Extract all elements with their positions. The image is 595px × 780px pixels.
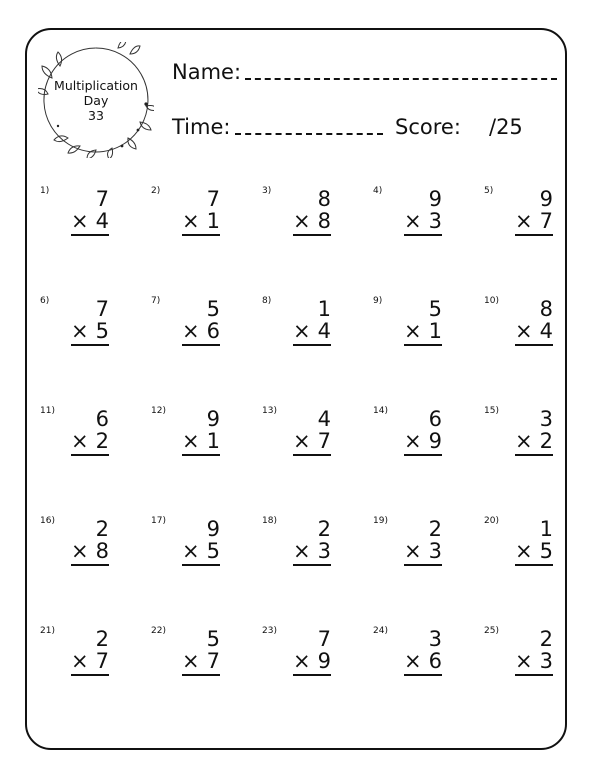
problem-10 xyxy=(484,296,553,376)
time-field-line[interactable] xyxy=(235,133,383,135)
multiplicand: 9 xyxy=(206,407,220,431)
multiplicand: 4 xyxy=(317,407,331,431)
multiplicand: 5 xyxy=(206,297,220,321)
problem-25 xyxy=(484,626,553,706)
multiplier: 4 xyxy=(539,319,553,343)
multiplicand: 5 xyxy=(206,627,220,651)
problem-number: 24) xyxy=(373,626,388,636)
multiplicand: 7 xyxy=(206,187,220,211)
times-sign: × xyxy=(182,319,200,343)
multiplier-row xyxy=(182,429,220,456)
multiplier: 1 xyxy=(428,319,442,343)
name-field-line[interactable] xyxy=(245,78,557,80)
times-sign: × xyxy=(293,649,311,673)
times-sign: × xyxy=(404,429,422,453)
times-sign: × xyxy=(515,319,533,343)
multiplicand: 9 xyxy=(539,187,553,211)
multiplier: 5 xyxy=(539,539,553,563)
problem-6 xyxy=(40,296,109,376)
title-badge xyxy=(38,42,154,158)
times-sign: × xyxy=(182,649,200,673)
problem-number: 1) xyxy=(40,186,50,196)
times-sign: × xyxy=(71,209,89,233)
problem-number: 11) xyxy=(40,406,55,416)
multiplier-row xyxy=(71,319,109,346)
problem-number: 3) xyxy=(262,186,272,196)
problem-14 xyxy=(373,406,442,486)
times-sign: × xyxy=(404,649,422,673)
multiplicand: 6 xyxy=(428,407,442,431)
problem-number: 8) xyxy=(262,296,272,306)
problem-number: 18) xyxy=(262,516,277,526)
multiplicand: 3 xyxy=(428,627,442,651)
multiplicand: 3 xyxy=(539,407,553,431)
multiplier: 5 xyxy=(95,319,109,343)
problem-number: 14) xyxy=(373,406,388,416)
multiplier: 3 xyxy=(539,649,553,673)
time-label: Time: xyxy=(172,115,231,139)
multiplier: 3 xyxy=(428,539,442,563)
multiplier-row xyxy=(404,429,442,456)
multiplier-row xyxy=(515,209,553,236)
multiplicand: 2 xyxy=(95,627,109,651)
problem-16 xyxy=(40,516,109,596)
times-sign: × xyxy=(293,319,311,343)
problem-number: 20) xyxy=(484,516,499,526)
multiplier: 4 xyxy=(317,319,331,343)
problem-12 xyxy=(151,406,220,486)
score-label: Score: xyxy=(395,115,461,139)
multiplicand: 2 xyxy=(95,517,109,541)
badge-line-2: Day xyxy=(83,93,109,108)
multiplier-row xyxy=(293,209,331,236)
problem-number: 9) xyxy=(373,296,383,306)
multiplicand: 1 xyxy=(317,297,331,321)
multiplier-row xyxy=(71,539,109,566)
times-sign: × xyxy=(404,319,422,343)
multiplier: 6 xyxy=(206,319,220,343)
multiplier-row xyxy=(182,209,220,236)
problem-7 xyxy=(151,296,220,376)
problem-24 xyxy=(373,626,442,706)
multiplier-row xyxy=(515,429,553,456)
multiplier-row xyxy=(71,209,109,236)
times-sign: × xyxy=(404,209,422,233)
problem-4 xyxy=(373,186,442,266)
times-sign: × xyxy=(182,539,200,563)
name-label: Name: xyxy=(172,60,242,84)
problem-2 xyxy=(151,186,220,266)
times-sign: × xyxy=(515,539,533,563)
problem-number: 13) xyxy=(262,406,277,416)
multiplier: 8 xyxy=(317,209,331,233)
problem-18 xyxy=(262,516,331,596)
badge-line-3: 33 xyxy=(88,108,104,123)
times-sign: × xyxy=(71,319,89,343)
times-sign: × xyxy=(182,429,200,453)
times-sign: × xyxy=(515,649,533,673)
problem-19 xyxy=(373,516,442,596)
times-sign: × xyxy=(515,429,533,453)
problem-number: 21) xyxy=(40,626,55,636)
times-sign: × xyxy=(293,209,311,233)
multiplicand: 5 xyxy=(428,297,442,321)
multiplier-row xyxy=(404,319,442,346)
multiplier: 3 xyxy=(317,539,331,563)
multiplier-row xyxy=(182,649,220,676)
problem-number: 15) xyxy=(484,406,499,416)
multiplier: 7 xyxy=(539,209,553,233)
multiplier: 2 xyxy=(539,429,553,453)
problem-21 xyxy=(40,626,109,706)
multiplier: 8 xyxy=(95,539,109,563)
problem-number: 7) xyxy=(151,296,161,306)
multiplier-row xyxy=(515,319,553,346)
multiplicand: 2 xyxy=(428,517,442,541)
multiplier-row xyxy=(182,539,220,566)
problem-20 xyxy=(484,516,553,596)
multiplier-row xyxy=(515,539,553,566)
multiplier: 3 xyxy=(428,209,442,233)
problem-number: 23) xyxy=(262,626,277,636)
problem-9 xyxy=(373,296,442,376)
multiplier-row xyxy=(293,429,331,456)
score-total: /25 xyxy=(489,115,523,139)
multiplicand: 7 xyxy=(95,297,109,321)
multiplicand: 8 xyxy=(317,187,331,211)
problem-number: 22) xyxy=(151,626,166,636)
times-sign: × xyxy=(71,649,89,673)
multiplicand: 7 xyxy=(95,187,109,211)
multiplicand: 6 xyxy=(95,407,109,431)
multiplier-row xyxy=(293,319,331,346)
multiplier: 1 xyxy=(206,209,220,233)
multiplier: 6 xyxy=(428,649,442,673)
multiplicand: 2 xyxy=(317,517,331,541)
problem-number: 2) xyxy=(151,186,161,196)
multiplier-row xyxy=(71,429,109,456)
problem-5 xyxy=(484,186,553,266)
problem-number: 10) xyxy=(484,296,499,306)
multiplier-row xyxy=(404,209,442,236)
problem-1 xyxy=(40,186,109,266)
multiplier-row xyxy=(293,649,331,676)
multiplier: 5 xyxy=(206,539,220,563)
problem-number: 5) xyxy=(484,186,494,196)
multiplier-row xyxy=(515,649,553,676)
times-sign: × xyxy=(71,429,89,453)
problem-number: 17) xyxy=(151,516,166,526)
problem-15 xyxy=(484,406,553,486)
problem-number: 6) xyxy=(40,296,50,306)
times-sign: × xyxy=(404,539,422,563)
badge-line-1: Multiplication xyxy=(54,78,138,93)
problem-23 xyxy=(262,626,331,706)
multiplier: 1 xyxy=(206,429,220,453)
multiplicand: 9 xyxy=(428,187,442,211)
problem-13 xyxy=(262,406,331,486)
multiplier: 9 xyxy=(317,649,331,673)
times-sign: × xyxy=(293,429,311,453)
times-sign: × xyxy=(71,539,89,563)
multiplier-row xyxy=(404,649,442,676)
multiplier: 2 xyxy=(95,429,109,453)
multiplier: 7 xyxy=(95,649,109,673)
problem-number: 25) xyxy=(484,626,499,636)
multiplicand: 9 xyxy=(206,517,220,541)
problem-22 xyxy=(151,626,220,706)
problem-number: 4) xyxy=(373,186,383,196)
multiplier-row xyxy=(404,539,442,566)
problem-number: 16) xyxy=(40,516,55,526)
times-sign: × xyxy=(515,209,533,233)
multiplier-row xyxy=(293,539,331,566)
multiplier: 7 xyxy=(206,649,220,673)
times-sign: × xyxy=(182,209,200,233)
multiplier: 4 xyxy=(95,209,109,233)
multiplicand: 8 xyxy=(539,297,553,321)
multiplier-row xyxy=(71,649,109,676)
multiplicand: 2 xyxy=(539,627,553,651)
problem-3 xyxy=(262,186,331,266)
multiplier: 9 xyxy=(428,429,442,453)
problem-17 xyxy=(151,516,220,596)
problem-number: 19) xyxy=(373,516,388,526)
problem-8 xyxy=(262,296,331,376)
multiplier: 7 xyxy=(317,429,331,453)
times-sign: × xyxy=(293,539,311,563)
multiplier-row xyxy=(182,319,220,346)
multiplicand: 7 xyxy=(317,627,331,651)
problem-number: 12) xyxy=(151,406,166,416)
problem-11 xyxy=(40,406,109,486)
multiplicand: 1 xyxy=(539,517,553,541)
